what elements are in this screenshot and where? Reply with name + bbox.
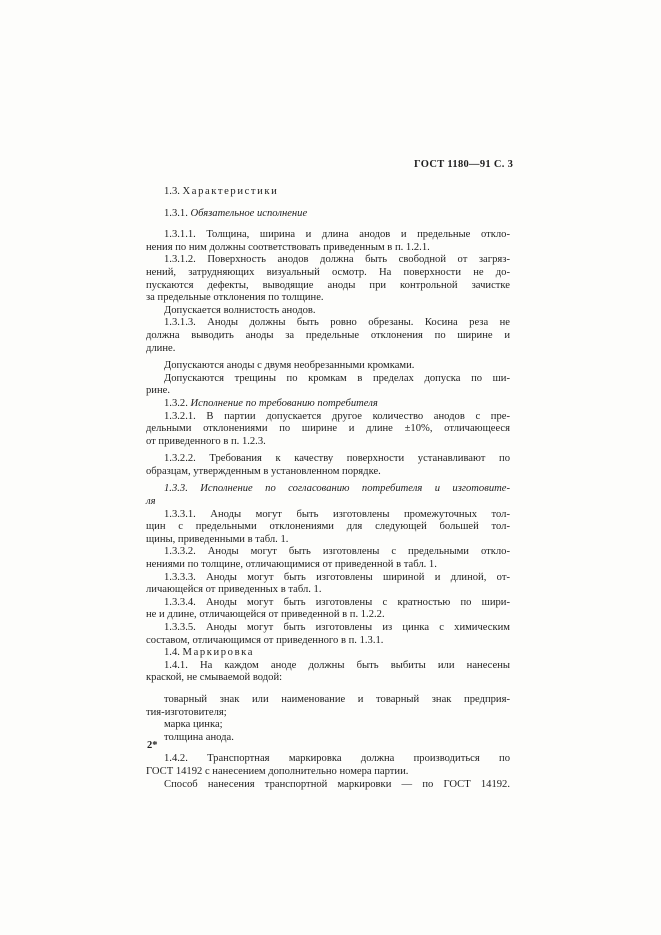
clause-1-3-3-1	[146, 509, 510, 547]
text-line: 1.3.2.2. Требования к качеству поверхности устанавливают по	[164, 453, 510, 465]
list-item	[146, 732, 510, 745]
subsection-title: 1.3.3. Исполнение по согласованию потребителя и изготовите-	[164, 483, 510, 495]
subsection-title: Исполнение по требованию потребителя	[190, 397, 378, 409]
paragraph-cracks	[146, 373, 510, 398]
list-item	[146, 694, 510, 719]
list-item	[146, 719, 510, 732]
clause-1-4-2	[146, 753, 510, 778]
text-line: нений, затрудняющих визуальный осмотр. На поверхности не до-	[146, 266, 510, 278]
clause-1-3-2-1	[146, 411, 510, 449]
text-line: нениями по толщине, отличающимися от приведенной в табл. 1.	[146, 559, 437, 571]
text-line: рине.	[146, 385, 170, 397]
section-title: Характеристики	[182, 186, 279, 197]
paragraph-waviness	[146, 305, 510, 318]
text-line: щин с предельными отклонениями для следующей большей тол-	[146, 521, 510, 533]
clause-1-3-3-2	[146, 546, 510, 571]
section-title: Маркировка	[182, 647, 255, 659]
section-number: 1.4.	[164, 647, 180, 659]
text-line: Допускаются аноды с двумя необрезанными кромками.	[164, 360, 415, 372]
text-line: 1.3.3.3. Аноды могут быть изготовлены шириной и длиной, от-	[164, 571, 510, 583]
text-line: за предельные отклонения по толщине.	[146, 292, 324, 304]
text-line: пускаются дефекты, выводящие аноды при контрольной зачистке	[146, 279, 510, 291]
text-line: должна выводить аноды за предельные отклонения по ширине и	[146, 329, 510, 341]
subsection-1-3-2-heading	[146, 398, 510, 411]
subsection-number: 1.3.2.	[164, 397, 188, 409]
text-line: ГОСТ 14192 с нанесением дополнительно номера партии.	[146, 765, 409, 777]
document-body	[146, 186, 510, 791]
text-line: составом, отличающимся от приведенного в п. 1.3.1.	[146, 634, 384, 646]
section-1-4-heading	[146, 647, 510, 660]
clause-1-3-3-4	[146, 597, 510, 622]
text-line: краской, не смываемой водой:	[146, 672, 283, 684]
text-line: 1.4.2. Транспортная маркировка должна производиться по	[164, 753, 510, 765]
text-line: образцам, утвержденным в установленном порядке.	[146, 465, 381, 477]
text-line: не и длине, отличающейся от приведенной в п. 1.2.2.	[146, 609, 385, 621]
clause-1-3-3-3	[146, 572, 510, 597]
text-line: Способ нанесения транспортной маркировки — по ГОСТ 14192.	[164, 778, 510, 790]
text-line: 1.3.3.1. Аноды могут быть изготовлены промежуточных тол-	[164, 508, 510, 520]
paragraph-two-edges	[146, 360, 510, 373]
text-line: тия-изготовителя;	[146, 706, 227, 718]
text-line: 1.4.1. На каждом аноде должны быть выбиты или нанесены	[164, 659, 510, 671]
text-line: 1.3.3.5. Аноды могут быть изготовлены из цинка с химическим	[164, 622, 510, 633]
clause-1-3-1-3	[146, 317, 510, 355]
text-line: толщина анода.	[164, 731, 234, 743]
clause-1-3-2-2	[146, 453, 510, 478]
subsection-1-3-1-heading	[146, 208, 510, 221]
text-line: личающейся от приведенных в табл. 1.	[146, 584, 322, 596]
marking-list	[146, 694, 510, 744]
text-line: марка цинка;	[164, 719, 223, 731]
text-line: 1.3.1.3. Аноды должны быть ровно обрезаны. Косина реза не	[164, 317, 510, 329]
section-1-3-heading	[146, 186, 510, 199]
text-line: 1.3.1.1. Толщина, ширина и длина анодов и предельные откло-	[164, 229, 510, 241]
text-line: дельными отклонениями по ширине и длине ±10%, отличающееся	[146, 423, 510, 435]
clause-1-3-1-1	[146, 229, 510, 254]
page-signature-mark: 2*	[147, 740, 158, 751]
subsection-title: ля	[146, 496, 156, 508]
text-line: нения по ним должны соответствовать приведенным в п. 1.2.1.	[146, 241, 430, 253]
clause-1-3-3-5	[146, 622, 510, 647]
clause-1-4-1	[146, 660, 510, 685]
clause-1-3-1-2	[146, 254, 510, 304]
subsection-1-3-3-heading	[146, 483, 510, 508]
subsection-title: Обязательное исполнение	[190, 207, 308, 219]
text-line: длине.	[146, 342, 176, 354]
text-line: товарный знак или наименование и товарный знак предприя-	[164, 693, 510, 705]
text-line: от приведенного в п. 1.2.3.	[146, 435, 266, 447]
page-header: ГОСТ 1180—91 С. 3	[414, 159, 514, 170]
paragraph-method	[146, 779, 510, 792]
text-line: Допускаются трещины по кромкам в пределах допуска по ши-	[164, 372, 510, 384]
text-line: Допускается волнистость анодов.	[164, 304, 316, 316]
text-line: 1.3.3.4. Аноды могут быть изготовлены с кратностью по шири-	[164, 596, 510, 608]
text-line: 1.3.2.1. В партии допускается другое количество анодов с пре-	[164, 410, 510, 422]
text-line: 1.3.3.2. Аноды могут быть изготовлены с предельными откло-	[164, 546, 510, 558]
section-number: 1.3.	[164, 186, 180, 197]
text-line: 1.3.1.2. Поверхность анодов должна быть свободной от загряз-	[164, 254, 510, 266]
subsection-number: 1.3.1.	[164, 207, 188, 219]
text-line: щины, приведенными в табл. 1.	[146, 533, 289, 545]
